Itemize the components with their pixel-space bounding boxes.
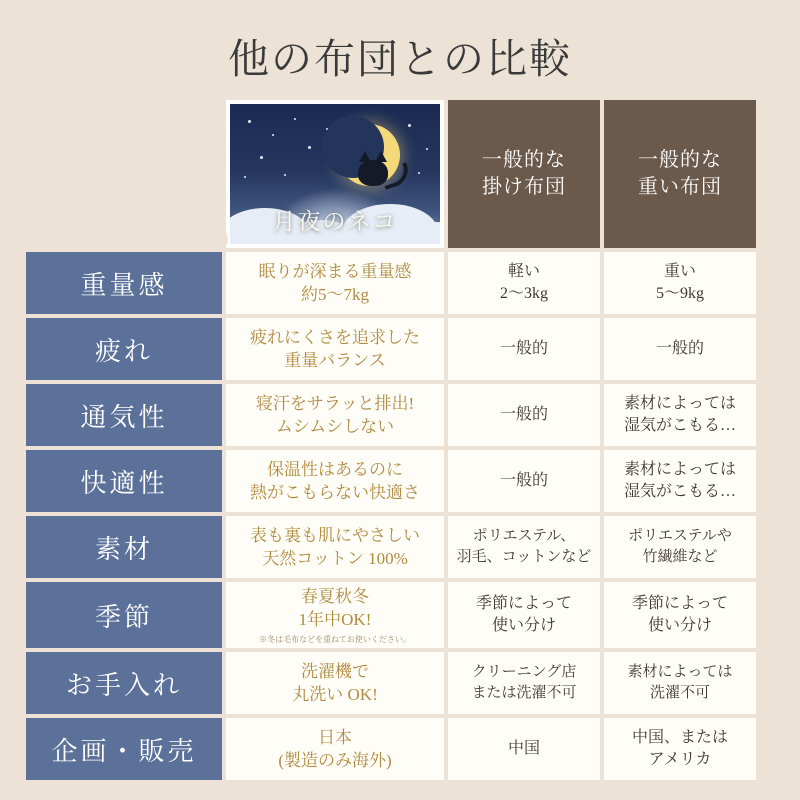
row-common-line: 2〜3kg [499,285,548,302]
row-product-line: 日本 [318,727,352,747]
row-common-line: クリーニング店 [471,664,577,681]
row-label: 重量感 [26,252,222,314]
product-card [226,100,444,248]
row-product-line: 約5〜7kg [301,285,369,304]
row-product-line: 表も裏も肌にやさしい [250,525,420,545]
row-heavy-line: 5〜9kg [655,285,704,302]
row-product-line: 寝汗をサラッと排出! [255,393,415,413]
row-heavy-futon-cell [604,252,756,314]
row-product-cell [226,718,444,780]
row-product-line: 眠りが深まる重量感 [258,261,412,281]
row-product-line: 1年中OK! [298,610,372,630]
column-header-heavy-futon [604,100,756,248]
row-common-futon-cell [448,718,600,780]
row-common-line: 中国 [507,739,540,757]
row-heavy-futon-cell [604,450,756,512]
row-common-line: 一般的 [499,405,548,423]
column-header-heavy-futon-line2: 重い布団 [638,176,722,198]
row-heavy-futon-cell [604,652,756,714]
row-heavy-futon-cell [604,582,756,648]
row-heavy-line: 竹繊維など [642,549,718,565]
table-row [26,718,774,780]
row-label: お手入れ [26,652,222,714]
row-product-cell [226,252,444,314]
table-row [26,450,774,512]
row-heavy-line: 季節によって [631,594,728,612]
row-common-futon-cell [448,450,600,512]
row-heavy-line: 素材によっては [627,664,733,681]
row-common-line: 一般的 [499,471,548,489]
row-heavy-line: 使い分け [647,617,712,634]
row-heavy-line: 湿気がこもる… [623,417,736,434]
row-common-line: 羽毛、コットンなど [456,549,592,565]
row-product-line: 保温性はあるのに [267,459,403,479]
row-product-line: ムシムシしない [275,417,395,436]
row-heavy-line: 湿気がこもる… [623,483,736,500]
comparison-table [26,100,774,780]
row-common-line: 季節によって [475,594,572,612]
row-product-cell [226,652,444,714]
row-heavy-line: 重い [663,262,696,280]
row-product-cell [226,384,444,446]
row-label: 通気性 [26,384,222,446]
row-common-line: ポリエステル、 [472,528,576,545]
row-heavy-line: アメリカ [648,751,712,768]
row-heavy-line: ポリエステルや [628,528,732,545]
header-blank-cell [26,100,222,248]
row-product-line: 熱がこもらない快適さ [250,483,420,502]
row-product-cell [226,582,444,648]
row-common-futon-cell [448,582,600,648]
row-common-futon-cell [448,252,600,314]
row-heavy-futon-cell [604,318,756,380]
row-heavy-line: 中国、または [631,728,728,746]
row-heavy-futon-cell [604,384,756,446]
table-header-row [26,100,774,248]
row-product-note: ※冬は毛布などを重ねてお使いください。 [259,634,411,644]
product-column-header [226,100,444,248]
row-product-line: (製造のみ海外) [278,751,392,770]
row-heavy-line: 素材によっては [623,460,736,478]
table-row [26,318,774,380]
table-row [26,252,774,314]
decorative-knob [206,228,228,250]
row-heavy-line: 素材によっては [623,394,736,412]
table-row [26,384,774,446]
row-product-cell [226,516,444,578]
row-common-futon-cell [448,318,600,380]
row-heavy-futon-cell [604,516,756,578]
row-label: 快適性 [26,450,222,512]
table-row [26,516,774,578]
row-common-futon-cell [448,384,600,446]
row-product-line: 洗濯機で [301,661,369,681]
row-heavy-futon-cell [604,718,756,780]
row-common-line: または洗濯不可 [471,685,577,701]
row-product-line: 丸洗い OK! [292,685,378,704]
row-common-line: 使い分け [491,617,556,634]
column-header-common-futon [448,100,600,248]
row-heavy-line: 一般的 [655,339,704,357]
row-product-line: 春夏秋冬 [301,587,369,607]
row-product-line: 疲れにくさを追求した [250,327,420,347]
page-title: 他の布団との比較 [228,36,572,82]
row-label: 季節 [26,582,222,648]
column-header-common-futon-line1: 一般的な [482,149,566,171]
row-label: 企画・販売 [26,718,222,780]
table-row [26,582,774,648]
row-product-cell [226,318,444,380]
row-common-line: 一般的 [499,339,548,357]
product-name: 月夜のネコ [272,209,398,234]
row-product-cell [226,450,444,512]
row-heavy-line: 洗濯不可 [649,685,710,701]
row-common-line: 軽い [507,262,540,280]
row-label: 素材 [26,516,222,578]
row-product-line: 重量バランス [284,351,386,370]
row-product-line: 天然コットン 100% [262,549,408,568]
night-sky-illustration [230,104,440,244]
table-row [26,652,774,714]
row-common-futon-cell [448,652,600,714]
row-label: 疲れ [26,318,222,380]
column-header-common-futon-line2: 掛け布団 [482,176,566,198]
row-common-futon-cell [448,516,600,578]
column-header-heavy-futon-line1: 一般的な [638,149,722,171]
